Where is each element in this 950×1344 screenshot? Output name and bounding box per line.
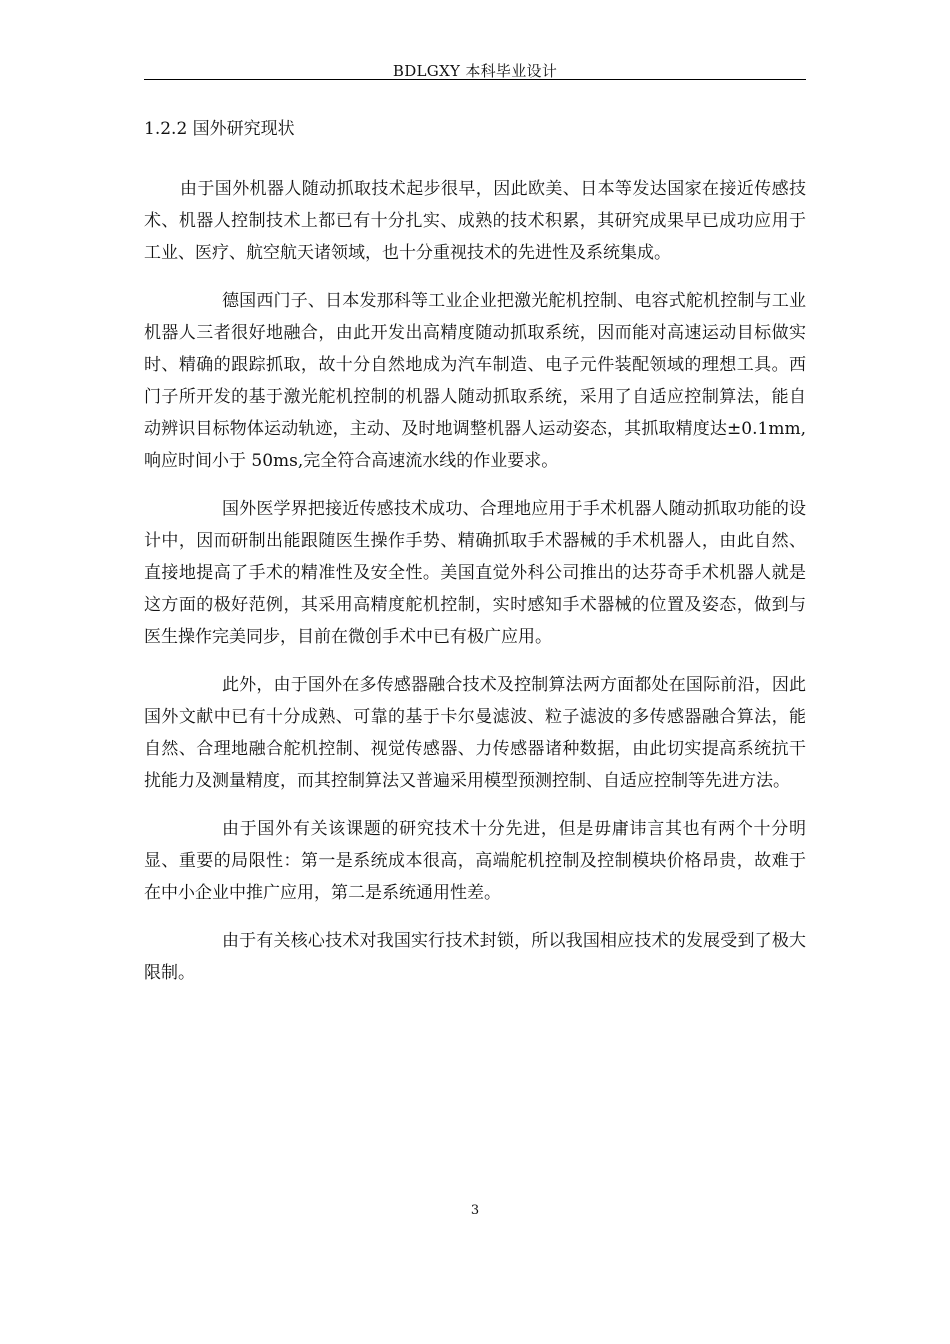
paragraph-3: 国外医学界把接近传感技术成功、合理地应用于手术机器人随动抓取功能的设计中，因而研制出能跟随医生操作手势、精确抓取手术器械的手术机器人，由此自然、直接地提高了手术的精准性及安全性。美国直觉外科公司推出的达芬奇手术机器人就是这方面的极好范例，其采用高精度舵机控制，实时感知手术器械的位置及姿态，做到与医生操作完美同步，目前在微创手术中已有极广应用。 bbox=[144, 499, 806, 647]
paragraph-5: 由于国外有关该课题的研究技术十分先进，但是毋庸讳言其也有两个十分明显、重要的局限性：第一是系统成本很高，高端舵机控制及控制模块价格昂贵，故难于在中小企业中推广应用，第二是系统通用性差。 bbox=[144, 819, 806, 903]
paragraph-6: 由于有关核心技术对我国实行技术封锁，所以我国相应技术的发展受到了极大限制。 bbox=[144, 931, 806, 983]
header-divider bbox=[144, 79, 806, 80]
section-heading: 1.2.2 国外研究现状 bbox=[144, 119, 295, 139]
paragraph-2: 德国西门子、日本发那科等工业企业把激光舵机控制、电容式舵机控制与工业机器人三者很好地融合，由此开发出高精度随动抓取系统，因而能对高速运动目标做实时、精确的跟踪抓取，故十分自然地成为汽车制造、电子元件装配领域的理想工具。西门子所开发的基于激光舵机控制的机器人随动抓取系统，采用了自适应控制算法，能自动辨识目标物体运动轨迹，主动、及时地调整机器人运动姿态，其抓取精度达±0.1mm,响应时间小于 50ms,完全符合高速流水线的作业要求。 bbox=[144, 291, 806, 471]
page-number: 3 bbox=[470, 1203, 480, 1218]
paragraph-1: 由于国外机器人随动抓取技术起步很早，因此欧美、日本等发达国家在接近传感技术、机器人控制技术上都已有十分扎实、成熟的技术积累，其研究成果早已成功应用于工业、医疗、航空航天诸领域，也十分重视技术的先进性及系统集成。 bbox=[144, 179, 806, 263]
body-text bbox=[144, 173, 806, 1005]
page-header-title: BDLGXY 本科毕业设计 bbox=[392, 62, 558, 80]
paragraph-4: 此外，由于国外在多传感器融合技术及控制算法两方面都处在国际前沿，因此国外文献中已有十分成熟、可靠的基于卡尔曼滤波、粒子滤波的多传感器融合算法，能自然、合理地融合舵机控制、视觉传感器、力传感器诸种数据，由此切实提高系统抗干扰能力及测量精度，而其控制算法又普遍采用模型预测控制、自适应控制等先进方法。 bbox=[144, 675, 806, 791]
